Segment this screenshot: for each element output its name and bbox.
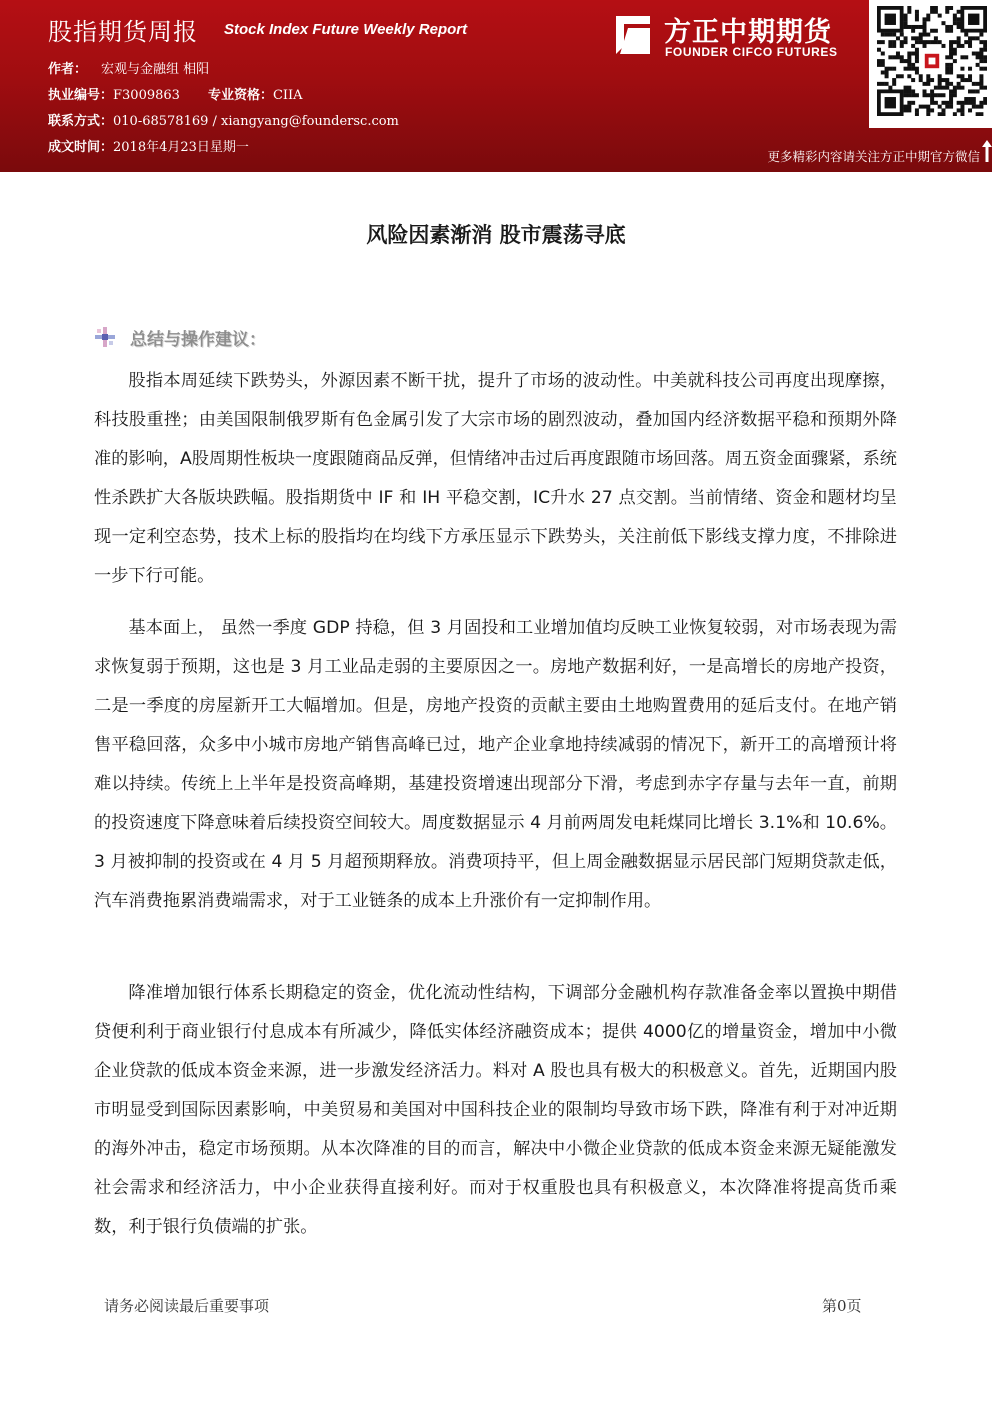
diamond-bullet-icon — [94, 326, 116, 348]
article-title: 风险因素渐消 股市震荡寻底 — [366, 223, 626, 247]
contact-value[interactable]: 010-68578169 / xiangyang@foundersc.com — [113, 114, 399, 129]
footer-notice: 请务必阅读最后重要事项 — [104, 1297, 270, 1315]
qr-code-icon — [877, 6, 987, 116]
series-title: 股指期货周报 — [48, 18, 198, 46]
paragraph-rrr-cut: 降准增加银行体系长期稳定的资金，优化流动性结构，下调部分金融机构存款准备金率以置换中期借贷便利利于商业银行付息成本有所减少，降低实体经济融资成本；提供 4000亿的增量资金，增加中小微企业贷款的低成本资金来源，进一步激发经济活力。料对 A 股也具有极大的积极意义。首先，近期国内股市明显受到国际因素影响，中美贸易和美国对中国科技企业的限制均导致市场下跌，降准有利于对冲近期的海外冲击，稳定市场预期。从本次降准的目的而言，解决中小微企业贷款的低成本资金来源无疑能激发社会需求和经济活力，中小企业获得直接利好。而对于权重股也具有积极意义，本次降准将提高货币乘数，利于银行负债端的扩张。 — [94, 983, 897, 1237]
arrow-up-icon — [982, 140, 992, 162]
contact-line — [48, 110, 399, 129]
company-logo — [608, 12, 860, 60]
contact-label: 联系方式： — [48, 114, 114, 129]
author-value: 宏观与金融组 相阳 — [101, 62, 210, 77]
founder-logo-icon — [608, 12, 654, 58]
paragraph-summary: 股指本周延续下跌势头，外源因素不断干扰，提升了市场的波动性。中美就科技公司再度出现摩擦，科技股重挫；由美国限制俄罗斯有色金属引发了大宗市场的剧烈波动，叠加国内经济数据平稳和预期外降准的影响，A股周期性板块一度跟随商品反弹，但情绪冲击过后再度跟随市场回落。周五资金面骤紧，系统性杀跌扩大各版块跌幅。股指期货中 IF 和 IH 平稳交割，IC升水 27 点交割。当前情绪、资金和题材均呈现一定利空态势，技术上标的股指均在均线下方承压显示下跌势头，关注前低下影线支撑力度，不排除进一步下行可能。 — [94, 371, 897, 586]
license-line — [48, 84, 303, 103]
section-heading-text: 总结与操作建议： — [130, 330, 266, 350]
qualification-label: 专业资格： — [207, 88, 273, 103]
qualification-value: CIIA — [272, 88, 303, 103]
series-title-en: Stock Index Future Weekly Report — [224, 21, 468, 38]
logo-name-en: FOUNDER CIFCO FUTURES — [665, 45, 838, 59]
paragraph-fundamentals: 基本面上， 虽然一季度 GDP 持稳，但 3 月固投和工业增加值均反映工业恢复较弱，对市场表现为需求恢复弱于预期，这也是 3 月工业品走弱的主要原因之一。房地产数据利好，一是高增长的房地产投资，二是一季度的房屋新开工大幅增加。但是，房地产投资的贡献主要由土地购置费用的延后支付。在地产销售平稳回落，众多中小城市房地产销售高峰已过，地产企业拿地持续减弱的情况下，新开工的高增预计将难以持续。传统上上半年是投资高峰期，基建投资增速出现部分下滑，考虑到赤字存量与去年一直，前期的投资速度下降意味着后续投资空间较大。周度数据显示 4 月前两周发电耗煤同比增长 3.1%和 10.6%。3 月被抑制的投资或在 4 月 5 月超预期释放。消费项持平，但上周金融数据显示居民部门短期贷款走低，汽车消费拖累消费端需求，对于工业链条的成本上升涨价有一定抑制作用。 — [94, 618, 897, 911]
wechat-qr-code — [869, 0, 992, 128]
license-value: F3009863 — [113, 88, 180, 103]
logo-name-cn: 方正中期期货 — [664, 17, 832, 48]
follow-wechat-text: 更多精彩内容请关注方正中期官方微信 — [767, 149, 980, 164]
license-label: 执业编号： — [48, 88, 114, 103]
author-label: 作者： — [48, 62, 88, 77]
date-line — [48, 136, 249, 155]
date-value: 2018年4月23日星期一 — [113, 140, 249, 155]
page-number: 第0页 — [822, 1297, 862, 1315]
author-line — [48, 58, 209, 77]
report-header-banner — [0, 0, 992, 172]
date-label: 成文时间： — [48, 140, 114, 155]
